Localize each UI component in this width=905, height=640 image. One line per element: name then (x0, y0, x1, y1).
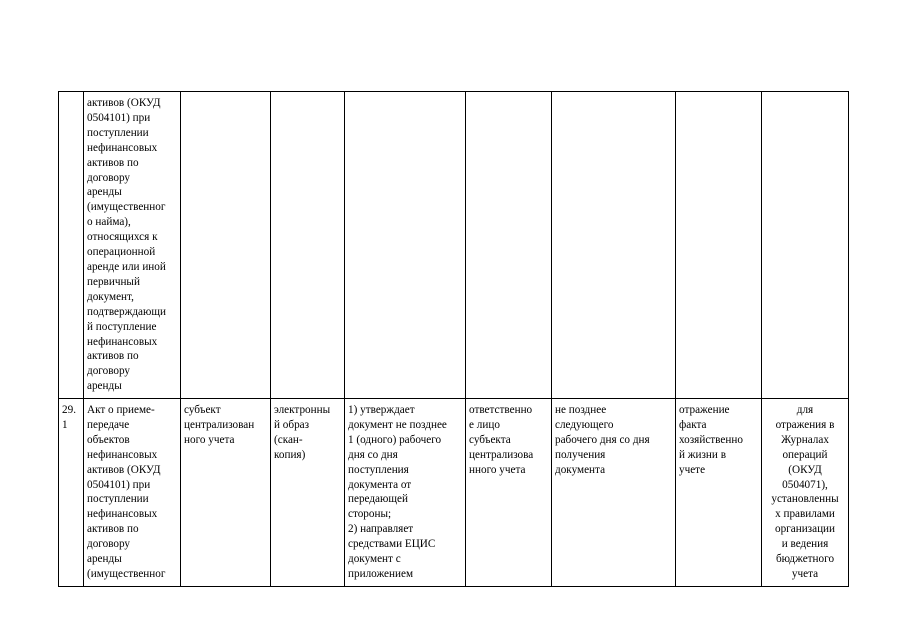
deadline-cell: не позднее следующего рабочего дня со дня получения документа (552, 399, 676, 587)
document-name-cell: активов (ОКУД 0504101) при поступлении нефинансовых активов по договору аренды (имущественног о найма), относящихся к операционной аренде или иной первичный документ, подтверждающи й поступление нефинансовых активов по договору аренды (84, 92, 181, 399)
document-table (58, 91, 849, 587)
creator-cell: субъект централизован ного учета (181, 399, 271, 587)
responsible-cell (466, 92, 552, 399)
form-cell: электронны й образ (скан- копия) (271, 399, 345, 587)
document-name-cell: Акт о приеме- передаче объектов нефинансовых активов (ОКУД 0504101) при поступлении нефинансовых активов по договору аренды (имущественног (84, 399, 181, 587)
creator-cell (181, 92, 271, 399)
purpose-cell: отражение факта хозяйственно й жизни в учете (676, 399, 762, 587)
table-row (59, 92, 849, 399)
procedure-cell (345, 92, 466, 399)
row-number-cell (59, 92, 84, 399)
purpose-cell (676, 92, 762, 399)
row-number-cell: 29. 1 (59, 399, 84, 587)
procedure-cell: 1) утверждает документ не позднее 1 (одного) рабочего дня со дня поступления документа от передающей стороны; 2) направляет средствами ЕЦИС документ с приложением (345, 399, 466, 587)
form-cell (271, 92, 345, 399)
deadline-cell (552, 92, 676, 399)
responsible-cell: ответственно е лицо субъекта централизова нного учета (466, 399, 552, 587)
usage-cell (762, 92, 849, 399)
table-row (59, 399, 849, 587)
usage-cell: для отражения в Журналах операций (ОКУД 0504071), установленны х правилами организации и ведения бюджетного учета (762, 399, 849, 587)
